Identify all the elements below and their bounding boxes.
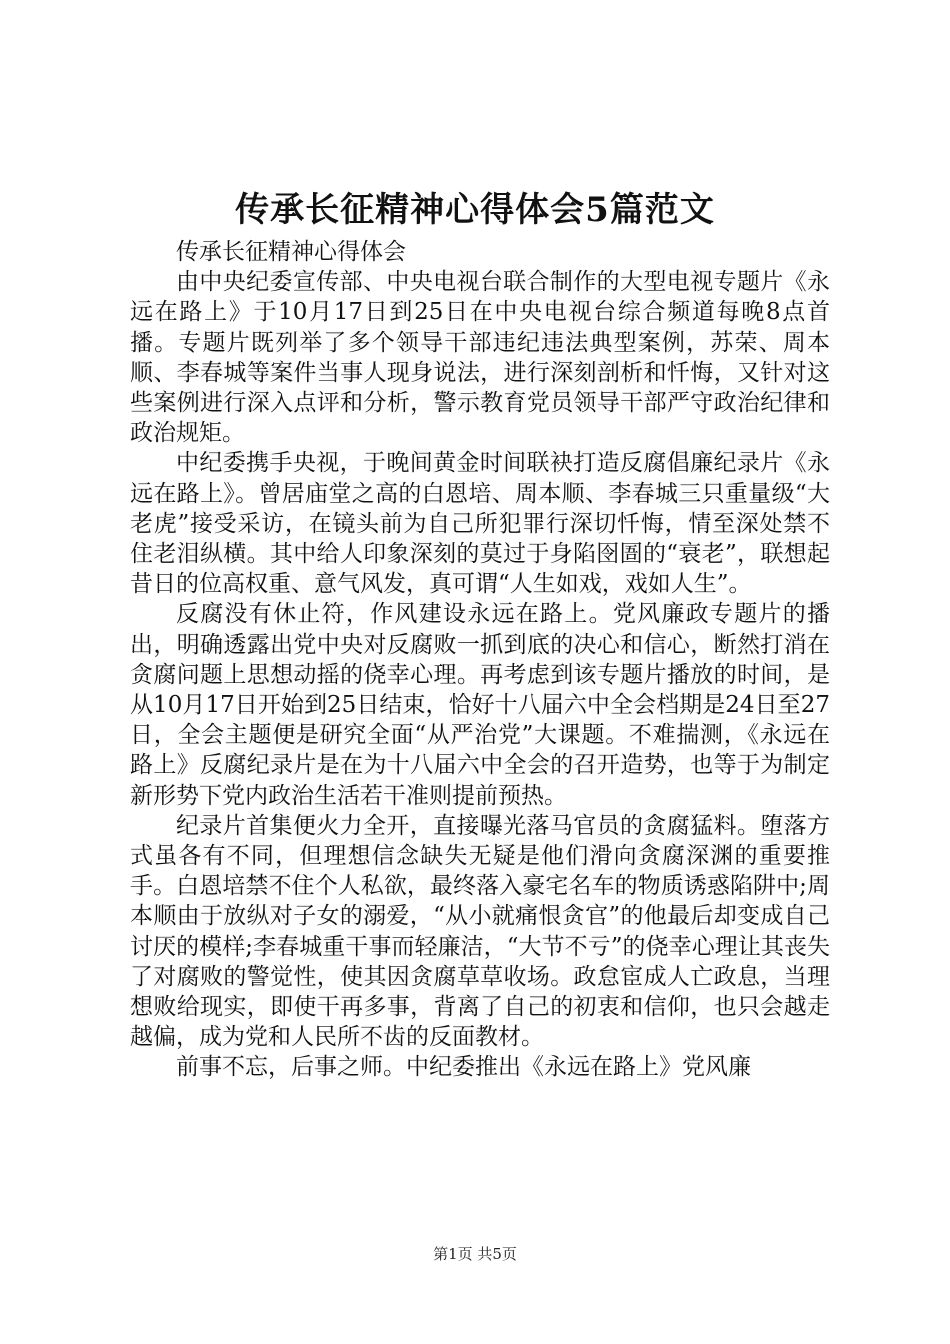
page-footer: 第1页 共5页 (433, 1245, 517, 1263)
document-body (130, 237, 830, 1083)
paragraph: 由中央纪委宣传部、中央电视台联合制作的大型电视专题片《永远在路上》于10月17日到25日在中央电视台综合频道每晚8点首播。专题片既列举了多个领导干部违纪违法典型案例，苏荣、周本顺、李春城等案件当事人现身说法，进行深刻剖析和忏悔，又针对这些案例进行深入点评和分析，警示教育党员领导干部严守政治纪律和政治规矩。 (130, 269, 830, 447)
paragraph: 纪录片首集便火力全开，直接曝光落马官员的贪腐猛料。堕落方式虽各有不同，但理想信念缺失无疑是他们滑向贪腐深渊的重要推手。白恩培禁不住个人私欲，最终落入豪宅名车的物质诱惑陷阱中;周本顺由于放纵对子女的溺爱，“从小就痛恨贪官”的他最后却变成自己讨厌的模样;李春城重干事而轻廉洁，“大节不亏”的侥幸心理让其丧失了对腐败的警觉性，使其因贪腐草草收场。政怠宦成人亡政息，当理想败给现实，即使干再多事，背离了自己的初衷和信仰，也只会越走越偏，成为党和人民所不齿的反面教材。 (130, 812, 830, 1051)
paragraph: 反腐没有休止符，作风建设永远在路上。党风廉政专题片的播出，明确透露出党中央对反腐败一抓到底的决心和信心，断然打消在贪腐问题上思想动摇的侥幸心理。再考虑到该专题片播放的时间，是从10月17日开始到25日结束，恰好十八届六中全会档期是24日至27日，全会主题便是研究全面“从严治党”大课题。不难揣测，《永远在路上》反腐纪录片是在为十八届六中全会的召开造势，也等于为制定新形势下党内政治生活若干准则提前预热。 (130, 601, 830, 809)
paragraph: 前事不忘，后事之师。中纪委推出《永远在路上》党风廉 (176, 1054, 751, 1081)
paragraph-subtitle: 传承长征精神心得体会 (176, 239, 406, 265)
document-title: 传承长征精神心得体会5篇范文 (235, 190, 715, 230)
paragraph: 中纪委携手央视，于晚间黄金时间联袂打造反腐倡廉纪录片《永远在路上》。曾居庙堂之高的白恩培、周本顺、李春城三只重量级“大老虎”接受采访，在镜头前为自己所犯罪行深切忏悔，情至深处禁不住老泪纵横。其中给人印象深刻的莫过于身陷囹圄的“衰老”，联想起昔日的位高权重、意气风发，真可谓“人生如戏，戏如人生”。 (130, 450, 830, 598)
